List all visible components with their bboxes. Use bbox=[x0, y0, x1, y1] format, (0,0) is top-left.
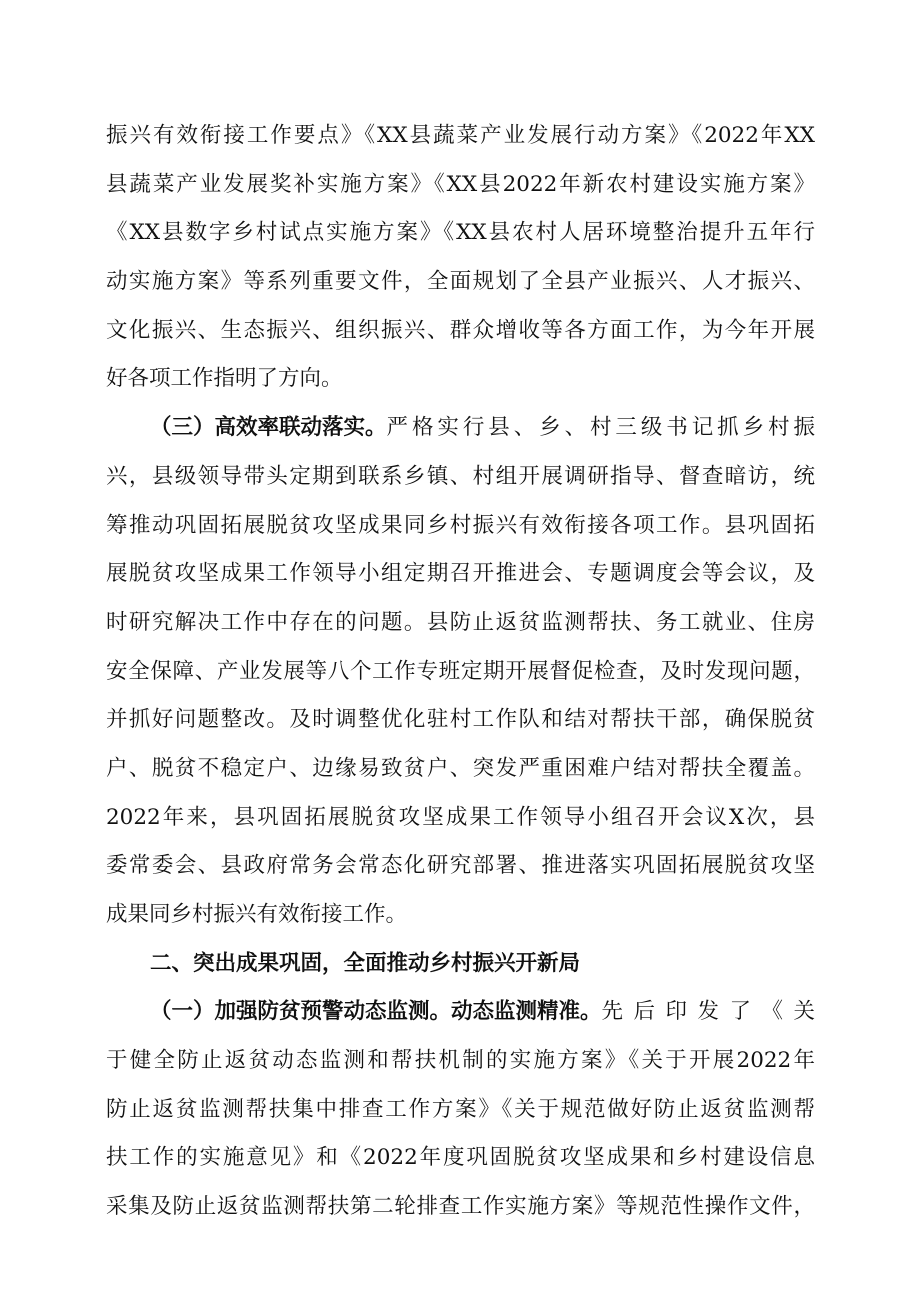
text-line: 展脱贫攻坚成果工作领导小组定期召开推进会、专题调度会等会议，及 bbox=[106, 561, 815, 587]
text-line: 县蔬菜产业发展奖补实施方案》《XX县2022年新农村建设实施方案》 bbox=[106, 171, 815, 197]
text-line: 动实施方案》等系列重要文件，全面规划了全县产业振兴、人才振兴、 bbox=[106, 269, 815, 295]
text-line: 采集及防止返贫监测帮扶第二轮排查工作实施方案》等规范性操作文件， bbox=[106, 1194, 815, 1220]
text-line: 筹推动巩固拓展脱贫攻坚成果同乡村振兴有效衔接各项工作。县巩固拓 bbox=[106, 512, 815, 538]
paragraph-lead-wrap bbox=[150, 404, 815, 453]
text-line: 好各项工作指明了方向。 bbox=[106, 366, 343, 392]
section-heading: 二、突出成果巩固，全面推动乡村振兴开新局 bbox=[150, 950, 581, 976]
text-line: 振兴有效衔接工作要点》《XX县蔬菜产业发展行动方案》《2022年XX bbox=[106, 123, 815, 148]
text-line: 扶工作的实施意见》和《2022年度巩固脱贫攻坚成果和乡村建设信息 bbox=[106, 1145, 815, 1171]
paragraph-lead-wrap bbox=[150, 988, 815, 1037]
text-line: 文化振兴、生态振兴、组织振兴、群众增收等各方面工作，为今年开展 bbox=[106, 317, 815, 343]
text-line: 于健全防止返贫动态监测和帮扶机制的实施方案》《关于开展2022年 bbox=[106, 1048, 815, 1074]
bold-lead-heading: （一）加强防贫预警动态监测。动态监测精准。 bbox=[150, 999, 602, 1025]
paragraph-first-line bbox=[0, 988, 920, 1037]
text-line: 成果同乡村振兴有效衔接工作。 bbox=[106, 902, 408, 927]
text-line: 时研究解决工作中存在的问题。县防止返贫监测帮扶、务工就业、住房 bbox=[106, 609, 815, 635]
text-line: 户、脱贫不稳定户、边缘易致贫户、突发严重困难户结对帮扶全覆盖。 bbox=[106, 755, 815, 781]
lead-continuation: 严格实行县、乡、村三级书记抓乡村振 bbox=[386, 415, 815, 441]
text-line: 安全保障、产业发展等八个工作专班定期开展督促检查，及时发现问题， bbox=[106, 658, 815, 684]
text-line: 并抓好问题整改。及时调整优化驻村工作队和结对帮扶干部，确保脱贫 bbox=[106, 707, 815, 733]
lead-continuation: 先后印发了《关 bbox=[601, 999, 815, 1025]
text-line: 防止返贫监测帮扶集中排查工作方案》《关于规范做好防止返贫监测帮 bbox=[106, 1096, 815, 1122]
document-body bbox=[0, 112, 920, 1232]
text-line: 委常委会、县政府常务会常态化研究部署、推进落实巩固拓展脱贫攻坚 bbox=[106, 853, 815, 879]
text-line: 2022年来，县巩固拓展脱贫攻坚成果工作领导小组召开会议X次，县 bbox=[106, 804, 815, 830]
text-line: 兴，县级领导带头定期到联系乡镇、村组开展调研指导、督查暗访，统 bbox=[106, 463, 815, 489]
paragraph-first-line bbox=[0, 404, 920, 453]
bold-lead-heading: （三）高效率联动落实。 bbox=[150, 415, 387, 441]
text-line: 《XX县数字乡村试点实施方案》《XX县农村人居环境整治提升五年行 bbox=[106, 220, 815, 246]
